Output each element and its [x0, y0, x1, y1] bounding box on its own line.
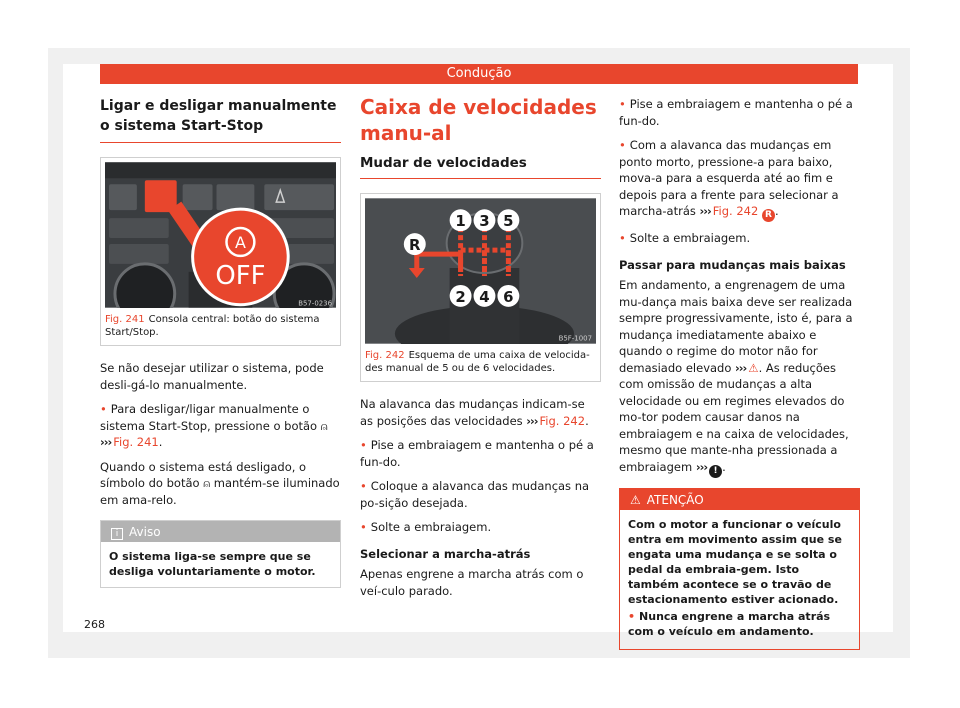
chapter-title: Caixa de velocidades manu-al	[360, 95, 597, 145]
column-2	[360, 96, 601, 607]
bullet-item: • Solte a embraiagem.	[619, 231, 751, 245]
column-1	[100, 96, 341, 588]
paragraph: Na alavanca das mudanças indicam-se as posições das velocidades ››› Fig. 242.	[360, 397, 589, 428]
section-heading: Selecionar a marcha-atrás	[360, 546, 531, 561]
gear-label-3: 3	[479, 212, 490, 231]
info-icon: i	[111, 528, 123, 540]
figure-ref-link[interactable]: Fig. 242	[539, 413, 586, 428]
section-heading: Passar para mudanças mais baixas	[619, 257, 846, 272]
gear-label-6: 6	[503, 287, 514, 306]
bullet-item: • Solte a embraiagem.	[360, 520, 492, 534]
figure-242	[360, 193, 601, 382]
figure-caption: Fig. 242 Esquema de uma caixa de velocida-des manual de 5 ou de 6 velocidades.	[365, 350, 590, 374]
note-body: O sistema liga-se sempre que se desliga voluntariamente o motor.	[109, 550, 316, 578]
bullet-item: • Para desligar/ligar manualmente o sistema Start-Stop, pressione o botão ⍝ ››› Fig. 241.	[100, 402, 328, 449]
badge-letter: A	[234, 232, 246, 252]
chapter-header: Condução	[100, 64, 858, 84]
paragraph: Em andamento, a engrenagem de uma mu-dança mais baixa deve ser realizada sempre progressivamente, isto é, para a mudança imediatamente abaixo e quando o regime do motor não for demasiado elevado ››› ⚠. As reduções com omissão de mudanças a alta velocidade ou em regimes elevados do mo-tor podem causar danos na embraiagem e na caixa de velocidades, mesmo que mante-nha pressionada a embraiagem ››› ! .	[619, 278, 853, 476]
figure-caption: Fig. 241 Consola central: botão do sistema Start/Stop.	[105, 314, 320, 338]
paragraph: Quando o sistema está desligado, o símbolo do botão ⍝ mantém-se iluminado em ama-relo.	[100, 459, 340, 507]
bullet-item: • Nunca engrene a marcha atrás com o veículo em andamento.	[628, 609, 831, 638]
figure-241	[100, 157, 341, 346]
warning-header: ⚠ ATENÇÃO	[620, 489, 859, 510]
warning-icon: ⚠	[630, 492, 641, 507]
gear-label-4: 4	[479, 287, 490, 306]
bullet-item: • Com a alavanca das mudanças em ponto morto, pressione-a para baixo, mova-a para a esquerda até ao fim e depois para a frente para selecionar a marcha-atrás ››› Fig. 242 R .	[619, 138, 839, 220]
warning-body: Com o motor a funcionar o veículo entra em movimento assim que se engata uma mudança e se solta o pedal da embraia-gem. Isto também acontece se o travão de estacionamento estiver acionado. • Nunca engrene a marcha atrás com o veículo em andamento.	[620, 510, 859, 649]
start-stop-icon: ⍝	[320, 418, 328, 433]
figure-code: B57-0236	[298, 299, 333, 308]
gear-label-5: 5	[503, 212, 514, 231]
figure-code: B5F-1007	[558, 334, 593, 343]
column-3	[619, 96, 860, 650]
section-title-start-stop: Ligar e desligar manualmente o sistema Start-Stop	[100, 96, 341, 143]
reverse-gear-badge: R	[762, 209, 775, 222]
bullet-item: • Pise a embraiagem e mantenha o pé a fun-do.	[360, 438, 594, 469]
figure-ref-link[interactable]: Fig. 242	[712, 204, 759, 218]
badge-off: OFF	[215, 260, 266, 291]
paragraph: Se não desejar utilizar o sistema, pode desli-gá-lo manualmente.	[100, 361, 324, 392]
start-stop-icon: ⍝	[203, 476, 211, 490]
warning-icon[interactable]: ⚠	[748, 360, 759, 375]
bullet-item: • Coloque a alavanca das mudanças na po-sição desejada.	[360, 479, 590, 510]
bullet-item: • Pise a embraiagem e mantenha o pé a fun-do.	[619, 97, 853, 128]
section-subtitle: Mudar de velocidades	[360, 154, 601, 179]
page-number: 268	[84, 618, 105, 631]
gear-label-r: R	[409, 236, 421, 255]
note-header: i Aviso	[101, 521, 340, 542]
gear-lever-diagram	[365, 198, 596, 344]
console-photo	[105, 162, 336, 308]
warning-box	[619, 488, 860, 650]
paragraph: Apenas engrene a marcha atrás com o veí-culo parado.	[360, 567, 584, 598]
stop-circle-icon[interactable]: !	[709, 465, 722, 478]
gear-label-1: 1	[455, 212, 466, 231]
figure-ref-link[interactable]: Fig. 241	[113, 435, 159, 449]
gear-label-2: 2	[455, 287, 466, 306]
note-box	[100, 520, 341, 588]
